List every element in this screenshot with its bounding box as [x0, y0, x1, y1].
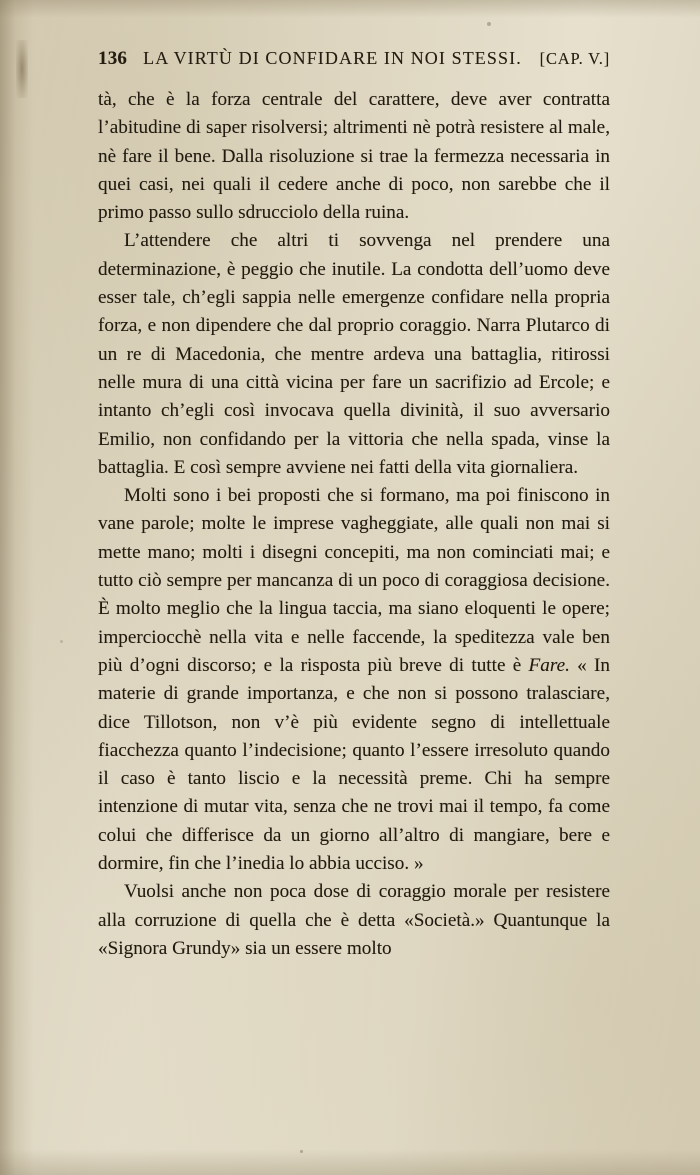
paragraph-continuation: tà, che è la forza centrale del carattere, deve aver contratta l’abitudine di saper risolversi; altrimenti nè potrà resistere al male, nè fare il bene. Dalla risoluzione si trae la fermezza necessaria in quei casi, nei quali il cedere anche di poco, non sarebbe che il primo passo sullo sdrucciolo della ruina. [98, 89, 610, 224]
page-top-shadow [0, 0, 700, 18]
running-head [98, 48, 610, 70]
italic-emphasis: Fare. [528, 654, 570, 676]
chapter-signature: [CAP. V.] [539, 49, 610, 68]
paragraph-with-quote [98, 482, 610, 878]
ink-smudge [16, 40, 28, 98]
paper-speck [487, 22, 491, 26]
running-title: LA VIRTÙ DI CONFIDARE IN NOI STESSI. [143, 48, 522, 68]
paragraph-text-before-italic: Molti sono i bei proposti che si formano, ma poi finiscono in vane parole; molte le imprese vagheggiate, alle quali non mai si mette mano; molti i disegni concepiti, ma non cominciati mai; e tutto ciò sempre per mancanza di un poco di coraggiosa decisione. È molto meglio che la lingua taccia, ma siano eloquenti le opere; imperciocchè nella vita e nelle faccende, la speditezza vale ben più d’ogni discorso; e la risposta più breve di tutte è [98, 485, 610, 676]
page-number: 136 [98, 48, 128, 69]
page-left-shadow [0, 0, 34, 1175]
body-text [98, 86, 610, 963]
paragraph-text-after-italic: « In materie di grande importanza, e che non si possono tralasciare, dice Tillotson, non v’è più evidente segno di intellettuale fiacchezza quanto l’indecisione; quanto l’essere irresoluto quando il caso è tanto liscio e la necessità preme. Chi ha sempre intenzione di mutar vita, senza che ne trovi mai il tempo, fa come colui che differisce da un giorno all’altro di mangiare, bere e dormire, fin che l’inedia lo abbia ucciso. » [98, 654, 611, 875]
page-content [98, 48, 610, 963]
paragraph: Vuolsi anche non poca dose di coraggio morale per resistere alla corruzione di quella che è detta «Società.» Quantunque la «Signora Grundy» sia un essere molto [98, 881, 610, 959]
paper-speck [60, 640, 63, 643]
paper-speck [300, 1150, 303, 1153]
page-bottom-shadow [0, 1149, 700, 1175]
paragraph: L’attendere che altri ti sovvenga nel prendere una determinazione, è peggio che inutile. La condotta dell’uomo deve esser tale, ch’egli sappia nelle emergenze confidare nella propria forza, e non dipendere che dal proprio coraggio. Narra Plutarco di un re di Macedonia, che mentre ardeva una battaglia, ritirossi nelle mura di una città vicina per fare un sacrifizio ad Ercole; e intanto ch’egli così invocava quella divinità, il suo avversario Emilio, non confidando per la vittoria che nella spada, vinse la battaglia. E così sempre avviene nei fatti della vita giornaliera. [98, 230, 610, 478]
